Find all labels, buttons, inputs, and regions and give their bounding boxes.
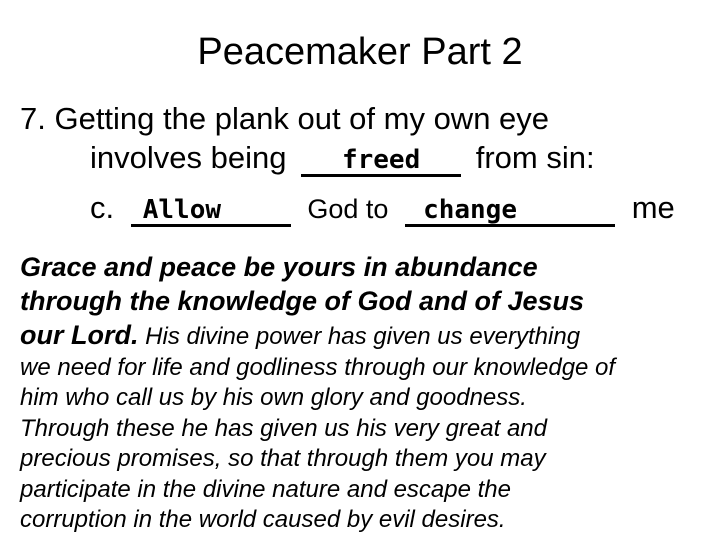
question-text: 7. Getting the plank out of my own eye bbox=[20, 101, 550, 136]
fill-blank-change: change bbox=[405, 196, 615, 227]
fill-blank-allow: Allow bbox=[131, 196, 291, 227]
question-line-2 bbox=[90, 140, 595, 177]
fill-blank-freed: freed bbox=[301, 146, 461, 177]
verse-line-7: precious promises, so that through them you may bbox=[20, 445, 546, 472]
verse-line-5: him who call us by his own glory and goodness. bbox=[20, 384, 527, 411]
scripture-passage bbox=[20, 250, 718, 536]
verse-line-6: Through these he has given us his very great and bbox=[20, 414, 547, 442]
verse-line-1: Grace and peace be yours in abundance bbox=[20, 252, 538, 282]
question-line-1 bbox=[20, 101, 549, 137]
verse-bold-end: our Lord. bbox=[20, 320, 139, 350]
question-middle: God to bbox=[307, 194, 389, 224]
question-prefix: involves being bbox=[90, 140, 287, 175]
item-marker: c. bbox=[90, 190, 115, 225]
slide-title: Peacemaker Part 2 bbox=[197, 31, 523, 73]
question-suffix: from sin: bbox=[475, 140, 595, 175]
question-line-3 bbox=[90, 190, 675, 227]
verse-line-3 bbox=[20, 318, 718, 353]
verse-continuation: His divine power has given us everything bbox=[138, 323, 581, 350]
verse-line-4: we need for life and godliness through our knowledge of bbox=[20, 353, 616, 381]
verse-line-9: corruption in the world caused by evil desires. bbox=[20, 506, 506, 533]
verse-line-2: through the knowledge of God and of Jesus bbox=[20, 286, 585, 316]
verse-line-8: participate in the divine nature and escape the bbox=[20, 475, 512, 503]
question-end: me bbox=[631, 190, 675, 225]
